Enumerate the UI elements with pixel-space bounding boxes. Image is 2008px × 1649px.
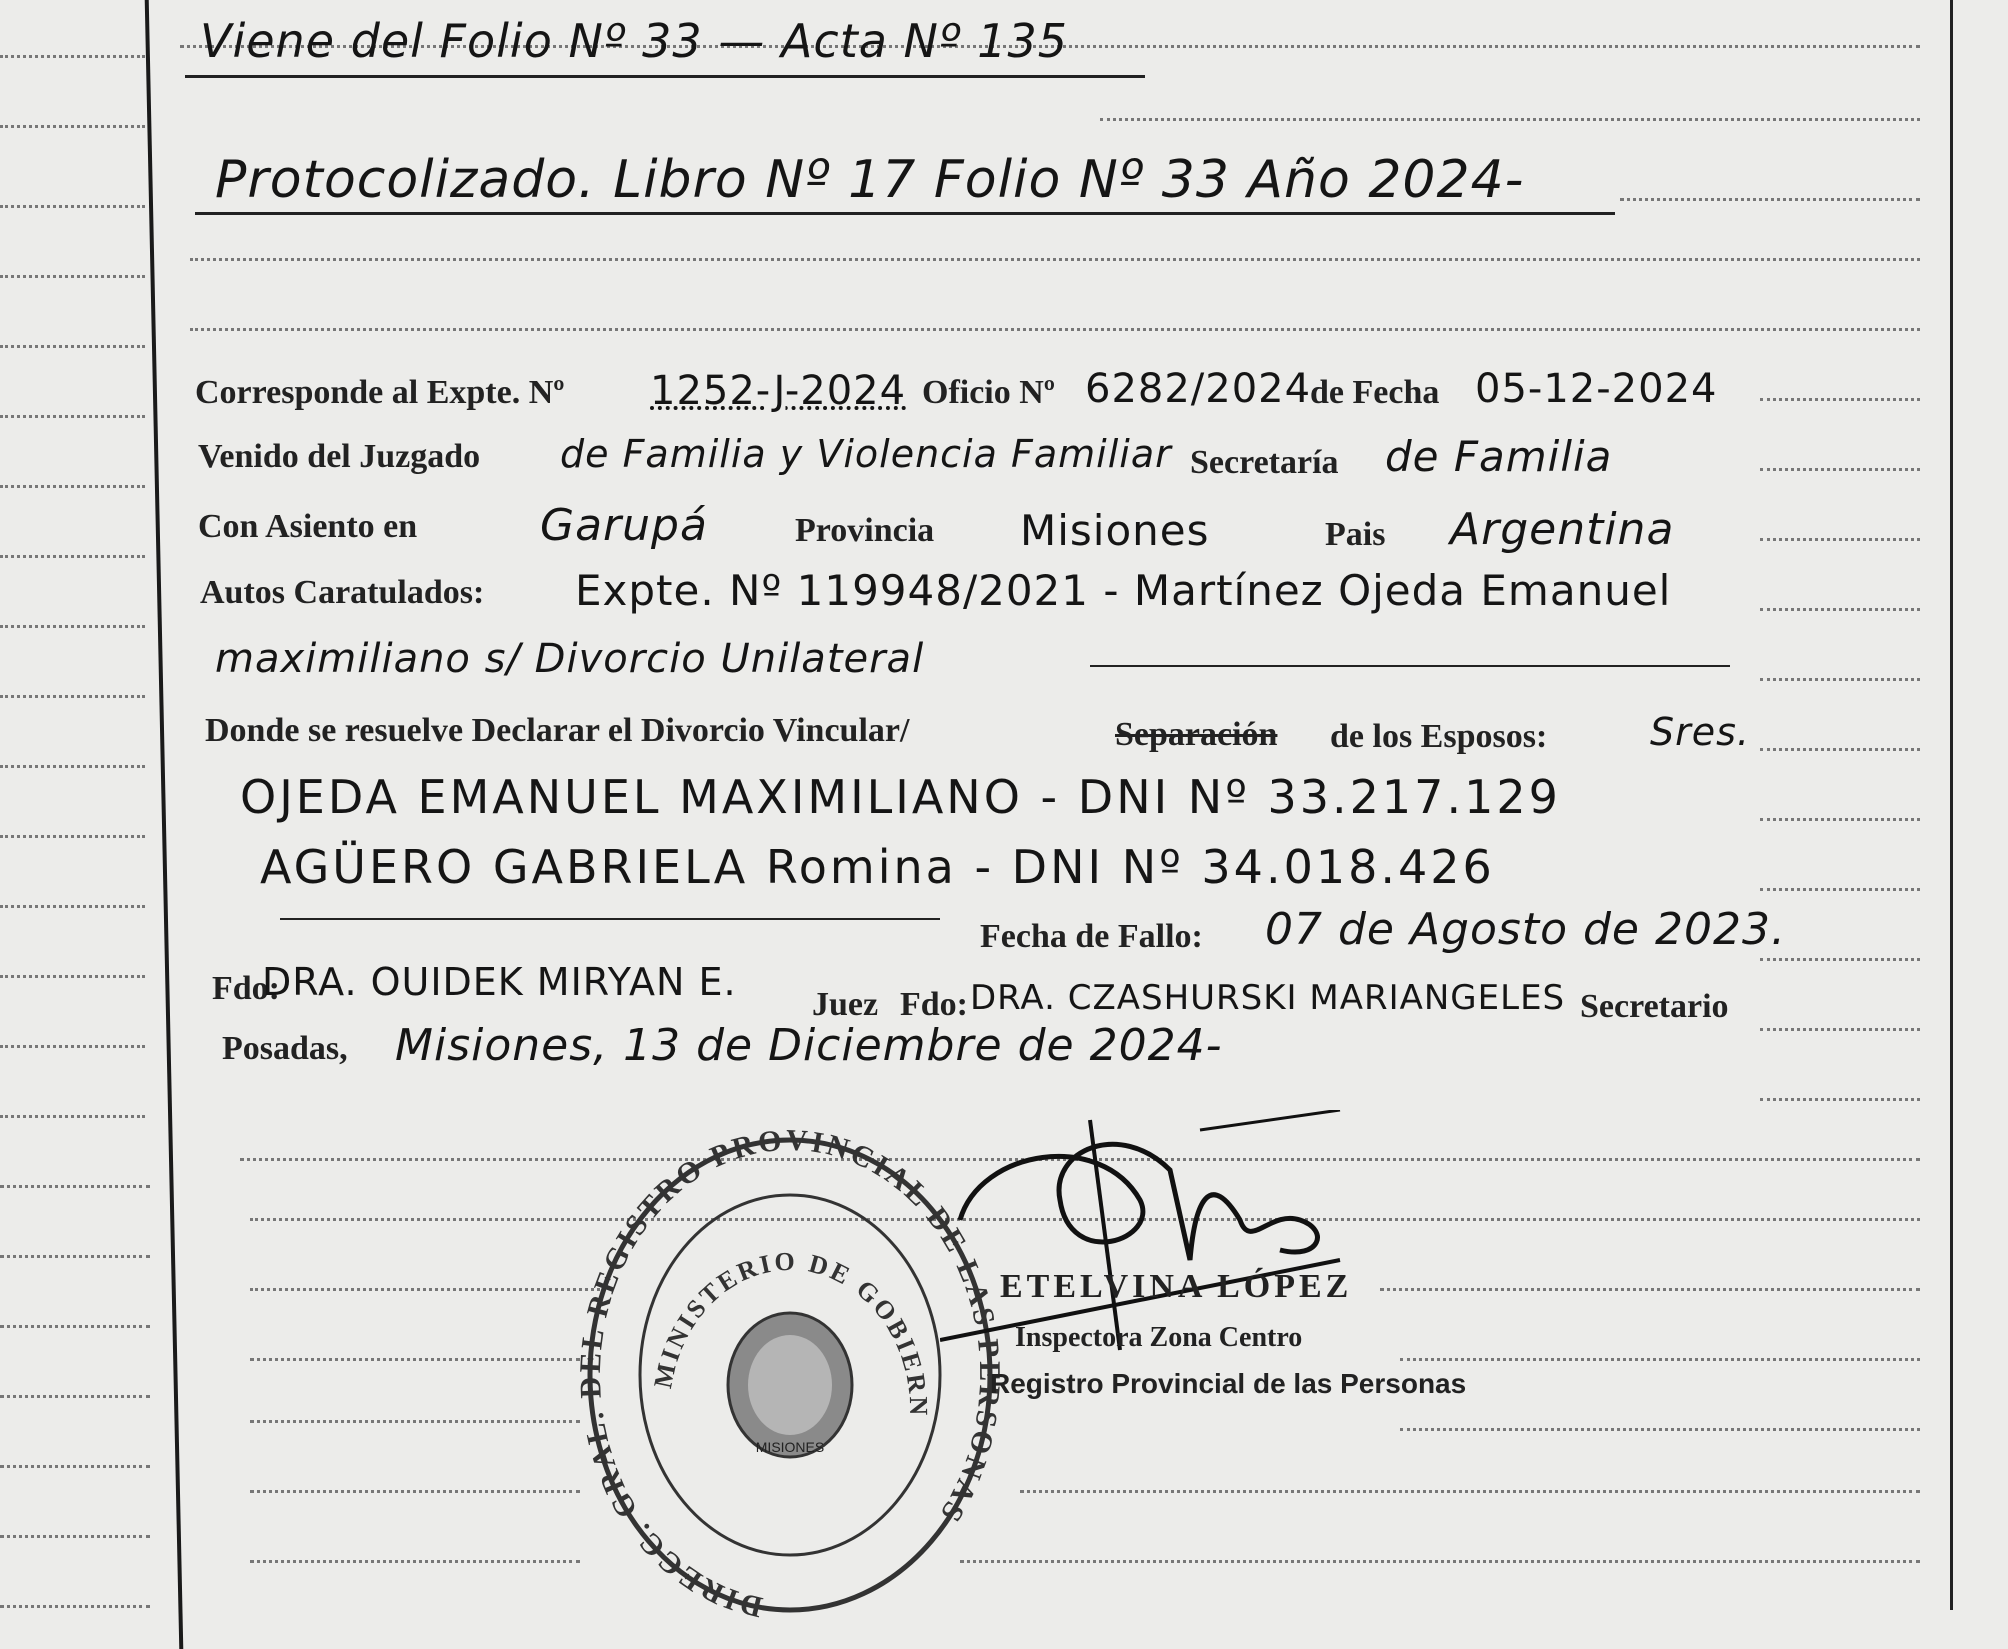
- label-fdo-secretario: Fdo:: [900, 986, 968, 1023]
- value-autos-cont: maximiliano s/ Divorcio Unilateral: [215, 636, 925, 682]
- protocolizado-underline: [195, 212, 1615, 215]
- protocolizado-text: Protocolizado. Libro Nº 17 Folio Nº 33 Año 2024-: [215, 150, 1525, 210]
- value-asiento: Garupá: [540, 500, 708, 551]
- label-secretario: Secretario: [1580, 988, 1729, 1025]
- label-autos: Autos Caratulados:: [200, 574, 485, 611]
- svg-text:MISIONES: MISIONES: [755, 1439, 825, 1455]
- official-stamp: [580, 1130, 1000, 1630]
- signer-office: Registro Provincial de las Personas: [990, 1368, 1467, 1399]
- value-esposa-2: AGÜERO GABRIELA Romina - DNI Nº 34.018.426: [260, 840, 1495, 894]
- value-sres: Sres.: [1650, 710, 1750, 754]
- label-separacion: Separación: [1115, 716, 1278, 753]
- page-right-edge: [1950, 0, 1953, 1610]
- margin-rule: [145, 0, 184, 1649]
- autos-fill-line: [1090, 665, 1730, 667]
- stamp-seal-icon: [580, 1130, 1000, 1630]
- value-secretario: DRA. CZASHURSKI MARIANGELES: [970, 978, 1566, 1018]
- label-secretaria: Secretaría: [1190, 444, 1339, 481]
- value-juez: DRA. OUIDEK MIRYAN E.: [262, 960, 737, 1004]
- label-fecha-fallo: Fecha de Fallo:: [980, 918, 1203, 955]
- viene-underline: [185, 75, 1145, 78]
- fallo-fill-line: [280, 918, 940, 920]
- value-secretaria: de Familia: [1385, 432, 1613, 481]
- label-resuelve: Donde se resuelve Declarar el Divorcio Vincular/: [205, 712, 910, 749]
- value-juzgado: de Familia y Violencia Familiar: [560, 432, 1172, 476]
- svg-text:DIRECC. GRAL. DEL REGISTRO PRO: DIRECC. GRAL REGISTRO PROVINCIAL DE LAS ONAS: [580, 1130, 1000, 1624]
- label-fdo-juez: Fdo:: [212, 970, 280, 1007]
- value-fecha-fallo: 07 de Agosto de 2023.: [1265, 904, 1786, 955]
- svg-text:MINISTERIO DE GOBIERNO: MINISTERIO DE GOBIERN: [648, 1246, 934, 1419]
- value-oficio: 6282/2024: [1085, 366, 1312, 412]
- value-provincia: Misiones: [1020, 506, 1210, 555]
- signer-title: Inspectora Zona Centro: [1015, 1322, 1303, 1353]
- value-esposo-1: OJEDA EMANUEL MAXIMILIANO - DNI Nº 33.217.129: [240, 770, 1561, 824]
- label-juzgado: Venido del Juzgado: [198, 438, 481, 475]
- value-fecha: 05-12-2024: [1475, 366, 1718, 412]
- signer-name: ETELVINA LÓPEZ: [1000, 1268, 1353, 1305]
- value-autos: Expte. Nº 119948/2021 - Martínez Ojeda Emanuel: [575, 566, 1672, 615]
- label-provincia: Provincia: [795, 512, 935, 549]
- label-expediente: Corresponde al Expte. Nº: [195, 374, 565, 411]
- label-juez: Juez: [812, 986, 879, 1023]
- label-asiento: Con Asiento en: [198, 508, 418, 545]
- viene-del-folio-text: Viene del Folio Nº 33 — Acta Nº 135: [200, 14, 1069, 68]
- label-esposos: de los Esposos:: [1330, 718, 1548, 755]
- value-expediente: 1252-J-2024: [650, 368, 907, 414]
- value-lugar-fecha: Misiones, 13 de Diciembre de 2024-: [395, 1020, 1223, 1071]
- label-pais: Pais: [1325, 516, 1386, 553]
- label-posadas: Posadas,: [222, 1030, 348, 1067]
- label-fecha: de Fecha: [1310, 374, 1440, 411]
- value-pais: Argentina: [1450, 504, 1675, 555]
- label-oficio: Oficio Nº: [922, 374, 1056, 411]
